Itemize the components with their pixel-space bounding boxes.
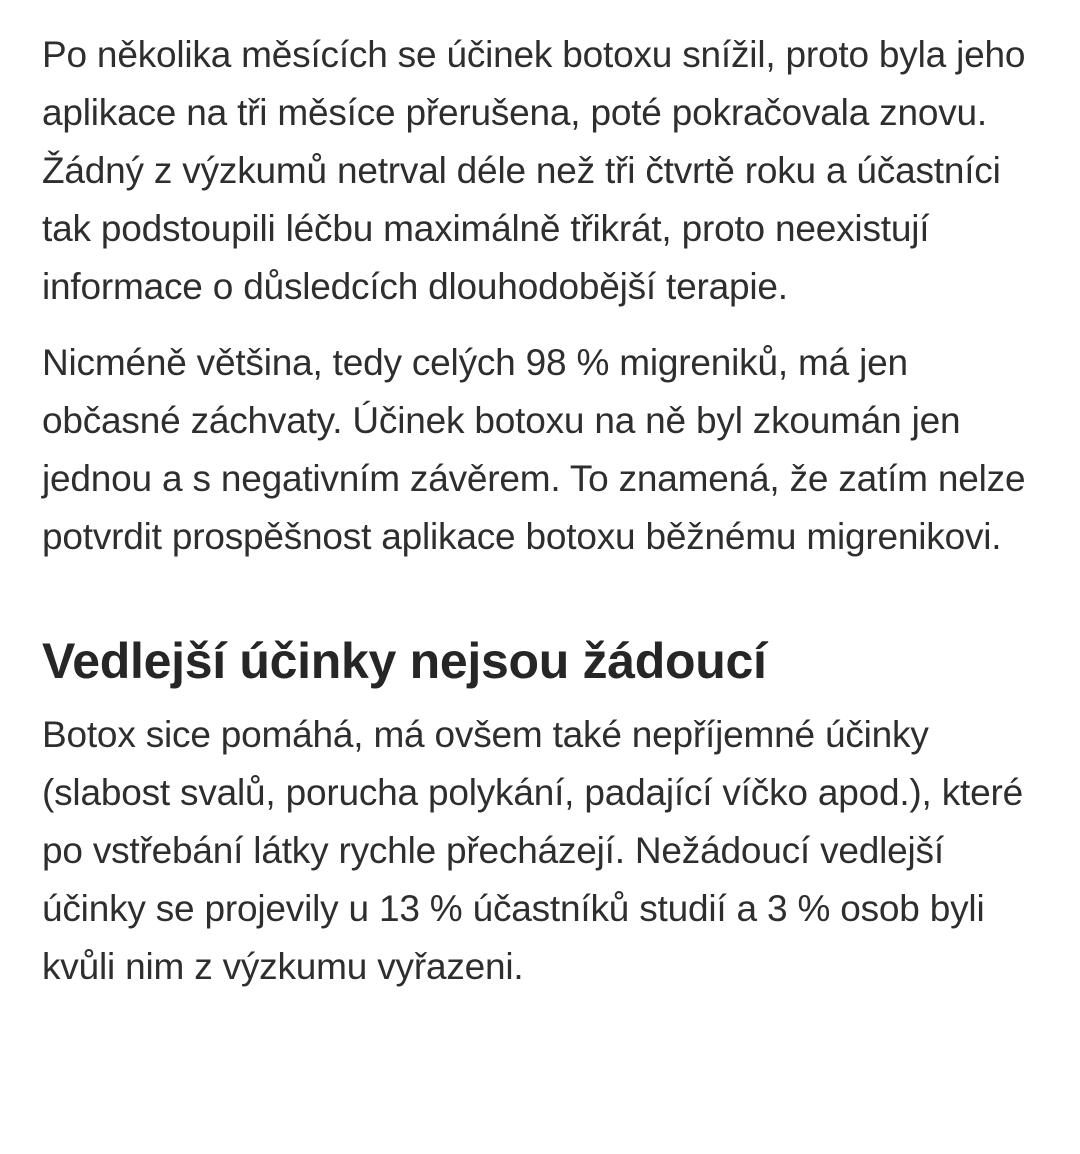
paragraph-episodic-migraine: Nicméně většina, tedy celých 98 % migreniků, má jen občasné záchvaty. Účinek botoxu na ně byl zkoumán jen jednou a s negativním závěrem. To znamená, že zatím nelze potvrdit prospěšnost aplikace botoxu běžnému migrenikovi.	[42, 342, 1026, 557]
paragraph-botox-duration: Po několika měsících se účinek botoxu snížil, proto byla jeho aplikace na tři měsíce přerušena, poté pokračovala znovu. Žádný z výzkumů netrval déle než tři čtvrtě roku a účastníci tak podstoupili léčbu maximálně třikrát, proto neexistují informace o důsledcích dlouhodobější terapie.	[42, 34, 1026, 307]
section-heading-side-effects: Vedlejší účinky nejsou žádoucí	[42, 633, 767, 689]
paragraph-side-effects: Botox sice pomáhá, má ovšem také nepříjemné účinky (slabost svalů, porucha polykání, padající víčko apod.), které po vstřebání látky rychle přecházejí. Nežádoucí vedlejší účinky se projevily u 13 % účastníků studií a 3 % osob byli kvůli nim z výzkumu vyřazeni.	[42, 714, 1023, 987]
